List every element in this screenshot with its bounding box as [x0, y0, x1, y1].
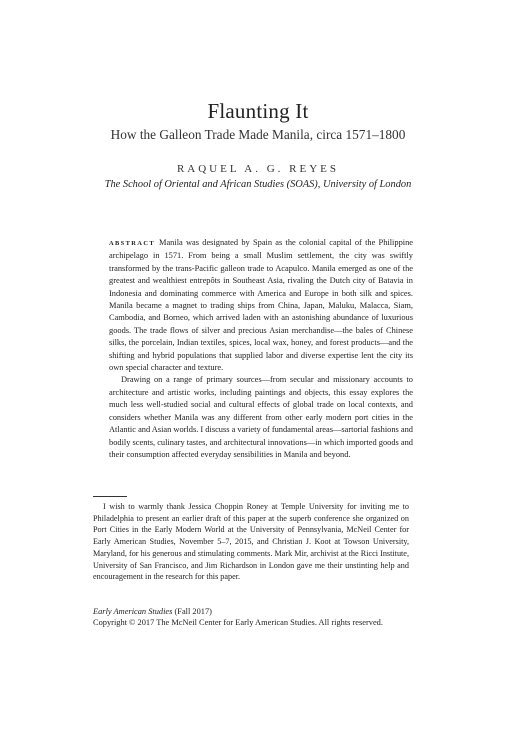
copyright-line: Copyright © 2017 The McNeil Center for Early American Studies. All rights reserved. [93, 618, 383, 627]
abstract-paragraph-1 [109, 237, 413, 374]
journal-name: Early American Studies [93, 607, 173, 616]
acknowledgment-footnote: I wish to warmly thank Jessica Choppin Roney at Temple University for inviting me to Philadelphia to present an earlier draft of this paper at the superb conference she organized on Port Cities in the Early Modern World at the University of Pennsylvania, McNeil Center for Early American Studies, November 5–7, 2015, and Christian J. Koot at Towson University, Maryland, for his generous and stimulating comments. Mark Mir, archivist at the Ricci Institute, University of San Francisco, and Jim Richardson in London gave me their unstinting help and encouragement in the research for this paper. [93, 502, 409, 582]
article-title: Flaunting It [207, 99, 309, 123]
abstract-paragraph-2: Drawing on a range of primary sources—from secular and missionary accounts to architecture and artistic works, including paintings and objects, this essay explores the much less well-studied social and cultural effects of global trade on local contexts, and considers whether Manila was any different from other early modern port cities in the Atlantic and Asian worlds. I discuss a variety of fundamental areas—sartorial fashions and bodily scents, culinary tastes, and architectural innovations—in which imported goods and their consumption affected everyday sensibilities in Manila and beyond. [109, 375, 413, 459]
author-name: RAQUEL A. G. REYES [176, 163, 340, 175]
abstract-label: ABSTRACT [109, 240, 156, 247]
journal-citation [93, 606, 212, 617]
footnote-rule [93, 496, 127, 497]
abstract-text-1: Manila was designated by Spain as the colonial capital of the Philippine archipelago in 1571. From being a small Muslim settlement, the city was swiftly transformed by the trans-Pacific galleon trade to Acapulco. Manila emerged as one of the greatest and wealthiest entrepôts in Southeast Asia, rivaling the Dutch city of Batavia in Indonesia and dominating commerce with America and Europe in both silk and spices. Manila became a magnet to trading ships from China, Japan, Maluku, Malacca, Siam, Cambodia, and Borneo, which arrived laden with an astonishing abundance of luxurious goods. The trade flows of silver and precious Asian merchandise—the bales of Chinese silks, the porcelain, Indian textiles, spices, local wax, honey, and forest products—and the shifting and hybrid populations that supplied labor and diverse expertise lent the city its own special character and texture. [109, 238, 413, 373]
author-affiliation: The School of Oriental and African Studies (SOAS), University of London [104, 179, 412, 190]
article-subtitle: How the Galleon Trade Made Manila, circa 1571–1800 [110, 127, 406, 142]
abstract-block [109, 237, 413, 461]
journal-issue: (Fall 2017) [174, 607, 212, 616]
